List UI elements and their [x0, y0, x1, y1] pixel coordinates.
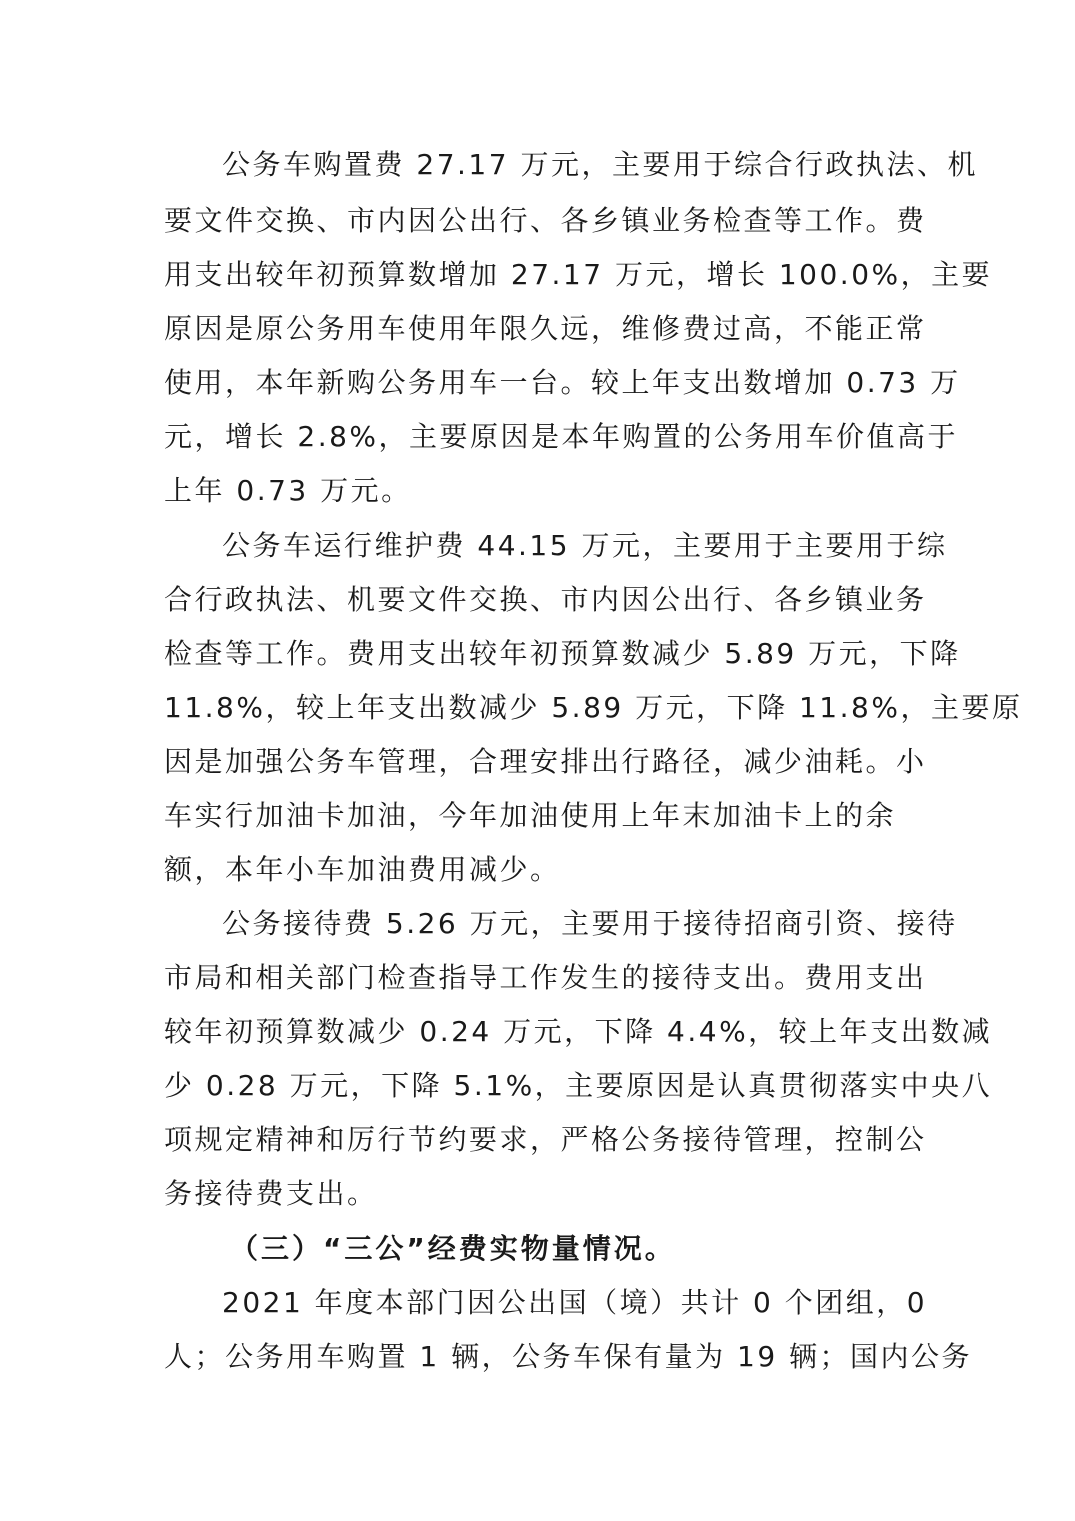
paragraph-vehicle-purchase-line: 使用，本年新购公务用车一台。较上年支出数增加 0.73 万 — [164, 366, 961, 399]
paragraph-vehicle-maintenance-line: 公务车运行维护费 44.15 万元，主要用于主要用于综 — [222, 529, 948, 562]
paragraph-reception-line: 务接待费支出。 — [164, 1177, 378, 1210]
paragraph-physical-quantity-line: 人；公务用车购置 1 辆，公务车保有量为 19 辆；国内公务 — [164, 1340, 973, 1373]
paragraph-reception-line: 市局和相关部门检查指导工作发生的接待支出。费用支出 — [164, 961, 927, 994]
paragraph-reception-line: 项规定精神和厉行节约要求，严格公务接待管理，控制公 — [164, 1123, 927, 1156]
paragraph-physical-quantity-line: 2021 年度本部门因公出国（境）共计 0 个团组，0 — [222, 1286, 928, 1319]
paragraph-vehicle-maintenance-line: 11.8%，较上年支出数减少 5.89 万元，下降 11.8%，主要原 — [164, 691, 1023, 724]
section-heading: （三）“三公”经费实物量情况。 — [230, 1232, 676, 1265]
paragraph-vehicle-purchase-line: 原因是原公务用车使用年限久远，维修费过高，不能正常 — [164, 312, 927, 345]
paragraph-vehicle-purchase-line: 元，增长 2.8%，主要原因是本年购置的公务用车价值高于 — [164, 420, 959, 453]
paragraph-reception-line: 较年初预算数减少 0.24 万元，下降 4.4%，较上年支出数减 — [164, 1015, 993, 1048]
paragraph-reception-line: 公务接待费 5.26 万元，主要用于接待招商引资、接待 — [222, 907, 958, 940]
paragraph-vehicle-maintenance-line: 额，本年小车加油费用减少。 — [164, 853, 561, 886]
paragraph-vehicle-purchase-line: 公务车购置费 27.17 万元，主要用于综合行政执法、机 — [222, 148, 978, 181]
paragraph-vehicle-maintenance-line: 合行政执法、机要文件交换、市内因公出行、各乡镇业务 — [164, 583, 927, 616]
paragraph-vehicle-maintenance-line: 车实行加油卡加油，今年加油使用上年末加油卡上的余 — [164, 799, 897, 832]
paragraph-vehicle-maintenance-line: 检查等工作。费用支出较年初预算数减少 5.89 万元，下降 — [164, 637, 961, 670]
paragraph-reception-line: 少 0.28 万元，下降 5.1%，主要原因是认真贯彻落实中央八 — [164, 1069, 993, 1102]
paragraph-vehicle-purchase-line: 上年 0.73 万元。 — [164, 474, 412, 507]
paragraph-vehicle-maintenance-line: 因是加强公务车管理，合理安排出行路径，减少油耗。小 — [164, 745, 927, 778]
paragraph-vehicle-purchase-line: 用支出较年初预算数增加 27.17 万元，增长 100.0%，主要 — [164, 258, 993, 291]
paragraph-vehicle-purchase-line: 要文件交换、市内因公出行、各乡镇业务检查等工作。费 — [164, 204, 927, 237]
